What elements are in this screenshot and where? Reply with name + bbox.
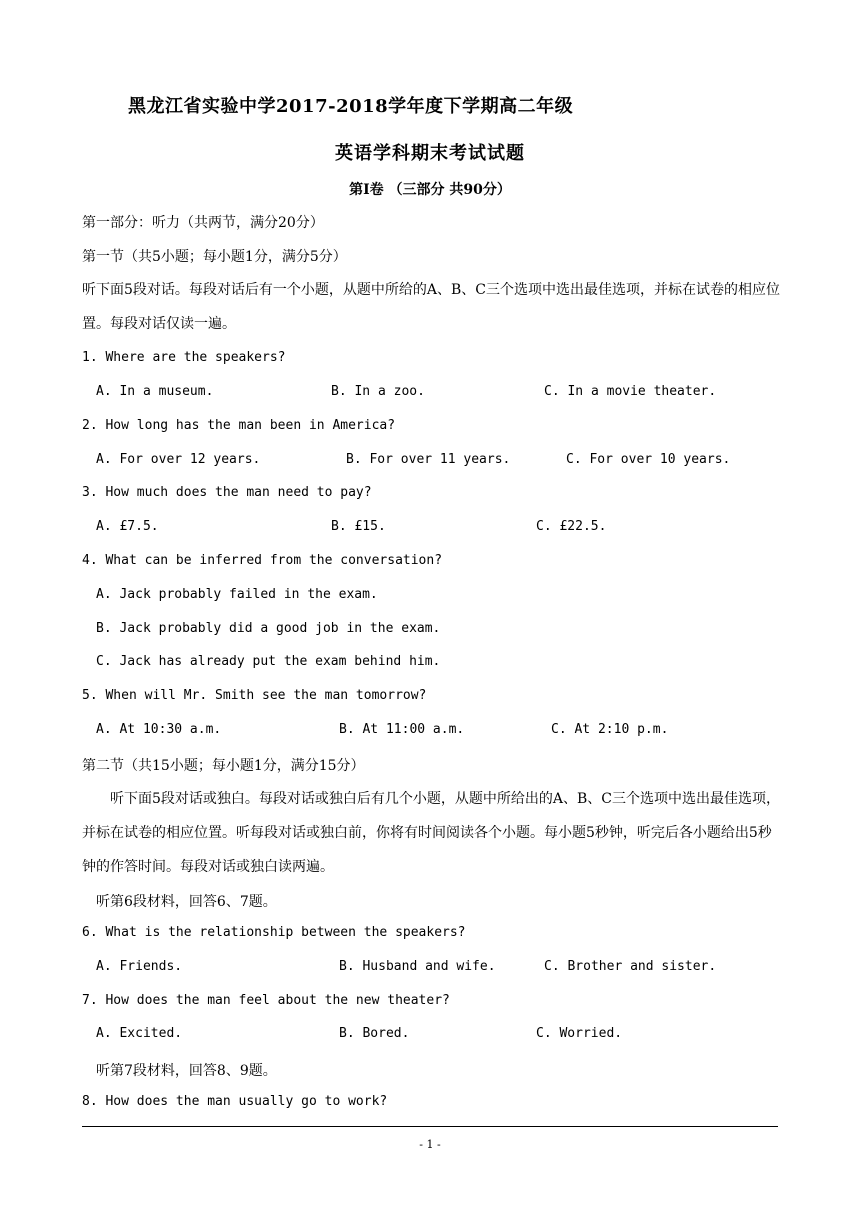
- q6-option-b: B. Husband and wife.: [339, 959, 496, 974]
- question-7: 7. How does the man feel about the new theater?: [82, 993, 450, 1008]
- q7-option-b: B. Bored.: [339, 1026, 410, 1041]
- q5-option-a: A. At 10:30 a.m.: [96, 722, 222, 737]
- q4-option-a: A. Jack probably failed in the exam.: [96, 587, 378, 602]
- q2-option-c: C. For over 10 years.: [566, 452, 731, 467]
- question-4: 4. What can be inferred from the conversation?: [82, 553, 443, 568]
- q7-option-c: C. Worried.: [536, 1026, 623, 1041]
- q2-option-a: A. For over 12 years.: [96, 452, 261, 467]
- question-6: 6. What is the relationship between the speakers?: [82, 925, 466, 940]
- q6-option-a: A. Friends.: [96, 959, 183, 974]
- q1-option-b: B. In a zoo.: [331, 384, 425, 399]
- q6-option-c: C. Brother and sister.: [544, 959, 717, 974]
- section2-heading: 第二节（共15小题；每小题1分，满分15分）: [82, 758, 365, 774]
- exam-title-subject: 英语学科期末考试试题: [335, 143, 525, 164]
- section1-instruction: 听下面5段对话。每段对话后有一个小题，从题中所给的A、B、C三个选项中选出最佳选项，并标在试卷的相应位置。每段对话仅读一遍。: [82, 282, 781, 332]
- section2-instruction: 听下面5段对话或独白。每段对话或独白后有几个小题，从题中所给出的A、B、C三个选项中选出最佳选项，并标在试卷的相应位置。听每段对话或独白前，你将有时间阅读各个小题。每小题5秒钟，听完后各小题给出5秒钟的作答时间。每段对话或独白读两遍。: [82, 791, 781, 875]
- footer-divider: [82, 1126, 778, 1127]
- question-1: 1. Where are the speakers?: [82, 350, 286, 365]
- q1-option-c: C. In a movie theater.: [544, 384, 717, 399]
- material-6-note: 听第6段材料，回答6、7题。: [96, 894, 277, 910]
- q2-option-b: B. For over 11 years.: [346, 452, 511, 467]
- material-7-note: 听第7段材料，回答8、9题。: [96, 1063, 277, 1079]
- question-8: 8. How does the man usually go to work?: [82, 1094, 388, 1109]
- section1-heading: 第一节（共5小题；每小题1分，满分5分）: [82, 249, 347, 265]
- part1-heading: 第一部分：听力（共两节，满分20分）: [82, 215, 324, 231]
- exam-title-school: 黑龙江省实验中学2017-2018学年度下学期高二年级: [128, 96, 574, 117]
- q4-option-c: C. Jack has already put the exam behind him.: [96, 654, 441, 669]
- q1-option-a: A. In a museum.: [96, 384, 214, 399]
- q3-option-b: B. £15.: [331, 519, 386, 534]
- q3-option-c: C. £22.5.: [536, 519, 607, 534]
- question-3: 3. How much does the man need to pay?: [82, 485, 372, 500]
- q4-option-b: B. Jack probably did a good job in the exam.: [96, 621, 441, 636]
- volume-title: 第Ⅰ卷 （三部分 共90分）: [349, 182, 511, 198]
- question-5: 5. When will Mr. Smith see the man tomorrow?: [82, 688, 427, 703]
- question-2: 2. How long has the man been in America?: [82, 418, 396, 433]
- q3-option-a: A. £7.5.: [96, 519, 159, 534]
- q5-option-b: B. At 11:00 a.m.: [339, 722, 465, 737]
- page-number: - 1 -: [419, 1138, 441, 1151]
- q7-option-a: A. Excited.: [96, 1026, 183, 1041]
- q5-option-c: C. At 2:10 p.m.: [551, 722, 669, 737]
